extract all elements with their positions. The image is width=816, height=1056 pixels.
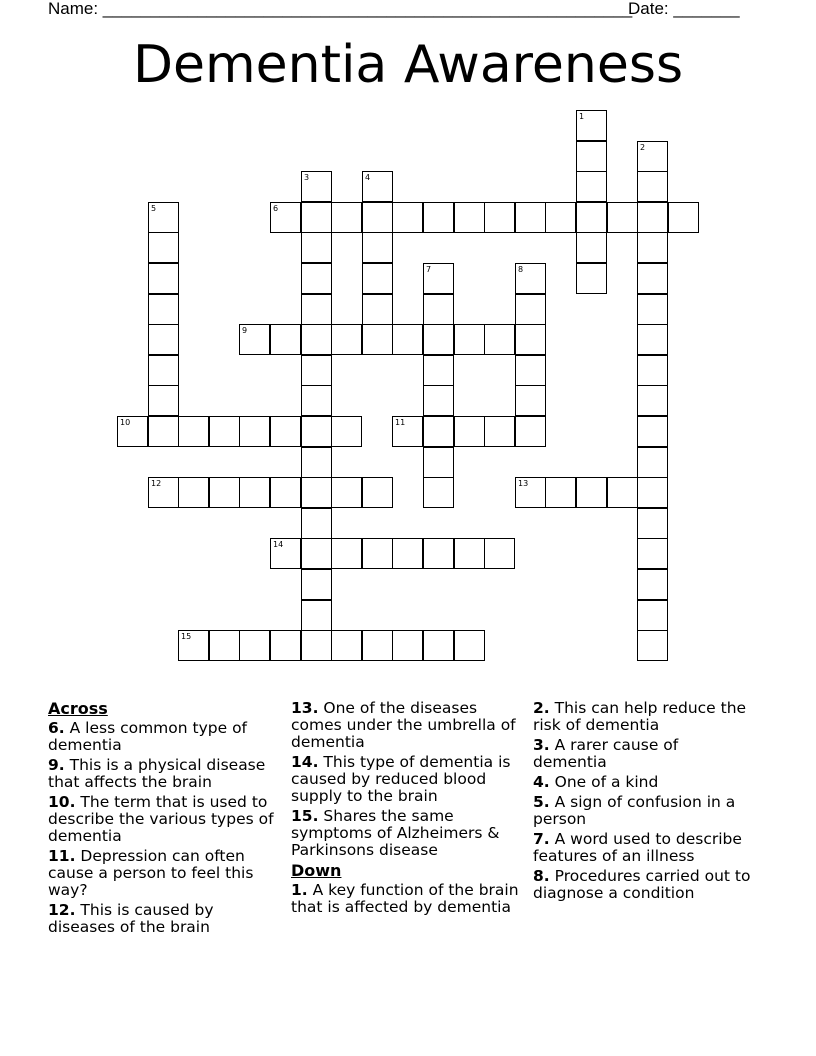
clue-text: Procedures carried out to diagnose a condition (533, 867, 751, 902)
grid-cell[interactable] (362, 202, 393, 233)
grid-cell[interactable] (423, 385, 454, 416)
grid-cell[interactable] (576, 141, 607, 172)
clue-down-7 (533, 831, 755, 865)
grid-cell[interactable] (637, 569, 668, 600)
clue-across-10 (48, 794, 284, 845)
grid-cell[interactable] (454, 324, 485, 355)
clue-down-3 (533, 737, 755, 771)
grid-cell[interactable] (362, 538, 393, 569)
clue-number: 12. (48, 901, 76, 919)
grid-cell[interactable] (270, 538, 301, 569)
grid-cell[interactable] (301, 355, 332, 386)
grid-cell[interactable] (484, 416, 515, 447)
clue-across-11 (48, 848, 284, 899)
grid-cell[interactable] (331, 477, 362, 508)
grid-cell[interactable] (423, 202, 454, 233)
clue-down-2 (533, 700, 755, 734)
grid-cell[interactable] (331, 416, 362, 447)
grid-cell[interactable] (423, 477, 454, 508)
down-heading: Down (291, 861, 342, 880)
grid-cell[interactable] (331, 630, 362, 661)
clue-number: 1. (291, 881, 308, 899)
grid-cell[interactable] (178, 416, 209, 447)
grid-cell[interactable] (607, 202, 638, 233)
cell-number: 9 (242, 326, 248, 335)
grid-cell[interactable] (301, 508, 332, 539)
grid-cell[interactable] (637, 508, 668, 539)
cell-number: 7 (426, 265, 432, 274)
grid-cell[interactable] (423, 355, 454, 386)
grid-cell[interactable] (515, 355, 546, 386)
cell-number: 15 (181, 632, 192, 641)
clue-text: This type of dementia is caused by reduced blood supply to the brain (291, 753, 511, 805)
grid-cell[interactable] (545, 477, 576, 508)
grid-cell[interactable] (362, 324, 393, 355)
clue-text: Depression can often cause a person to feel this way? (48, 847, 254, 899)
grid-cell[interactable] (239, 477, 270, 508)
grid-cell[interactable] (637, 600, 668, 631)
cell-number: 10 (120, 418, 131, 427)
clue-across-13 (291, 700, 527, 751)
clue-text: This is caused by diseases of the brain (48, 901, 214, 936)
grid-cell[interactable] (301, 171, 332, 202)
grid-cell[interactable] (362, 263, 393, 294)
cell-number: 2 (640, 143, 646, 152)
clue-number: 3. (533, 736, 550, 754)
grid-cell[interactable] (454, 538, 485, 569)
grid-cell[interactable] (148, 416, 179, 447)
cell-number: 5 (151, 204, 157, 213)
grid-cell[interactable] (148, 477, 179, 508)
clue-text: This is a physical disease that affects the brain (48, 756, 266, 791)
grid-cell[interactable] (423, 630, 454, 661)
grid-cell[interactable] (423, 416, 454, 447)
grid-cell[interactable] (637, 447, 668, 478)
grid-cell[interactable] (331, 538, 362, 569)
grid-cell[interactable] (392, 202, 423, 233)
grid-cell[interactable] (392, 630, 423, 661)
grid-cell[interactable] (637, 171, 668, 202)
grid-cell[interactable] (637, 202, 668, 233)
grid-cell[interactable] (117, 416, 148, 447)
clues-column-2 (291, 700, 527, 919)
grid-cell[interactable] (148, 355, 179, 386)
grid-cell[interactable] (668, 202, 699, 233)
grid-cell[interactable] (392, 416, 423, 447)
grid-cell[interactable] (423, 538, 454, 569)
grid-cell[interactable] (392, 538, 423, 569)
cell-number: 6 (273, 204, 279, 213)
grid-cell[interactable] (270, 416, 301, 447)
grid-cell[interactable] (148, 263, 179, 294)
grid-cell[interactable] (423, 324, 454, 355)
clue-text: A key function of the brain that is affected by dementia (291, 881, 519, 916)
clue-down-1 (291, 882, 527, 916)
clue-across-14 (291, 754, 527, 805)
grid-cell[interactable] (178, 630, 209, 661)
grid-cell[interactable] (515, 202, 546, 233)
grid-cell[interactable] (515, 324, 546, 355)
grid-cell[interactable] (239, 416, 270, 447)
grid-cell[interactable] (301, 232, 332, 263)
clue-number: 2. (533, 699, 550, 717)
grid-cell[interactable] (576, 232, 607, 263)
grid-cell[interactable] (301, 600, 332, 631)
grid-cell[interactable] (454, 630, 485, 661)
grid-cell[interactable] (637, 355, 668, 386)
clue-number: 8. (533, 867, 550, 885)
cell-number: 1 (579, 112, 585, 121)
grid-cell[interactable] (301, 324, 332, 355)
worksheet-header (48, 0, 748, 20)
grid-cell[interactable] (637, 416, 668, 447)
clue-text: A sign of confusion in a person (533, 793, 736, 828)
grid-cell[interactable] (362, 171, 393, 202)
grid-cell[interactable] (576, 477, 607, 508)
clue-text: One of the diseases comes under the umbrella of dementia (291, 699, 516, 751)
clue-across-12 (48, 902, 284, 936)
clue-text: One of a kind (554, 773, 659, 791)
grid-cell[interactable] (607, 477, 638, 508)
grid-cell[interactable] (515, 477, 546, 508)
grid-cell[interactable] (270, 477, 301, 508)
grid-cell[interactable] (301, 447, 332, 478)
clue-text: A rarer cause of dementia (533, 736, 679, 771)
clue-number: 5. (533, 793, 550, 811)
grid-cell[interactable] (301, 538, 332, 569)
cell-number: 4 (365, 173, 371, 182)
clue-across-9 (48, 757, 284, 791)
grid-cell[interactable] (301, 477, 332, 508)
clue-number: 10. (48, 793, 76, 811)
grid-cell[interactable] (239, 630, 270, 661)
clue-number: 11. (48, 847, 76, 865)
grid-cell[interactable] (331, 202, 362, 233)
cell-number: 13 (518, 479, 529, 488)
grid-cell[interactable] (148, 385, 179, 416)
grid-cell[interactable] (637, 385, 668, 416)
clue-text: This can help reduce the risk of dementia (533, 699, 747, 734)
clues-column-3 (533, 700, 755, 905)
grid-cell[interactable] (515, 263, 546, 294)
grid-cell[interactable] (576, 263, 607, 294)
clue-text: A word used to describe features of an illness (533, 830, 742, 865)
cell-number: 14 (273, 540, 284, 549)
grid-cell[interactable] (484, 324, 515, 355)
grid-cell[interactable] (148, 294, 179, 325)
grid-cell[interactable] (270, 630, 301, 661)
grid-cell[interactable] (148, 202, 179, 233)
grid-cell[interactable] (209, 630, 240, 661)
grid-cell[interactable] (576, 110, 607, 141)
grid-cell[interactable] (637, 141, 668, 172)
grid-cell[interactable] (270, 202, 301, 233)
grid-cell[interactable] (301, 569, 332, 600)
cell-number: 12 (151, 479, 162, 488)
clue-number: 15. (291, 807, 319, 825)
grid-cell[interactable] (301, 385, 332, 416)
grid-cell[interactable] (484, 202, 515, 233)
grid-cell[interactable] (637, 538, 668, 569)
grid-cell[interactable] (637, 477, 668, 508)
grid-cell[interactable] (454, 202, 485, 233)
grid-cell[interactable] (637, 324, 668, 355)
cell-number: 3 (304, 173, 310, 182)
grid-cell[interactable] (423, 294, 454, 325)
puzzle-title: Dementia Awareness (132, 35, 684, 95)
clue-down-5 (533, 794, 755, 828)
clue-number: 13. (291, 699, 319, 717)
grid-cell[interactable] (178, 477, 209, 508)
grid-cell[interactable] (362, 630, 393, 661)
clue-text: Shares the same symptoms of Alzheimers & Parkinsons disease (291, 807, 500, 859)
grid-cell[interactable] (301, 263, 332, 294)
grid-cell[interactable] (301, 416, 332, 447)
grid-cell[interactable] (362, 477, 393, 508)
grid-cell[interactable] (239, 324, 270, 355)
grid-cell[interactable] (362, 294, 393, 325)
grid-cell[interactable] (148, 324, 179, 355)
grid-cell[interactable] (515, 385, 546, 416)
grid-cell[interactable] (209, 477, 240, 508)
cell-number: 8 (518, 265, 524, 274)
grid-cell[interactable] (301, 202, 332, 233)
grid-cell[interactable] (331, 324, 362, 355)
grid-cell[interactable] (362, 232, 393, 263)
clue-across-6 (48, 720, 284, 754)
grid-cell[interactable] (484, 538, 515, 569)
clue-number: 6. (48, 719, 65, 737)
grid-cell[interactable] (637, 232, 668, 263)
grid-cell[interactable] (637, 630, 668, 661)
grid-cell[interactable] (301, 630, 332, 661)
clue-down-8 (533, 868, 755, 902)
grid-cell[interactable] (392, 324, 423, 355)
clues-column-1 (48, 700, 284, 939)
grid-cell[interactable] (515, 416, 546, 447)
grid-cell[interactable] (423, 447, 454, 478)
grid-cell[interactable] (637, 294, 668, 325)
grid-cell[interactable] (576, 202, 607, 233)
grid-cell[interactable] (209, 416, 240, 447)
grid-cell[interactable] (576, 171, 607, 202)
clue-text: A less common type of dementia (48, 719, 248, 754)
clue-text: The term that is used to describe the various types of dementia (48, 793, 274, 845)
grid-cell[interactable] (270, 324, 301, 355)
clue-number: 4. (533, 773, 550, 791)
date-field[interactable]: Date: _______ (628, 0, 740, 18)
clue-number: 7. (533, 830, 550, 848)
grid-cell[interactable] (423, 263, 454, 294)
cell-number: 11 (395, 418, 406, 427)
clue-down-4 (533, 774, 755, 791)
grid-cell[interactable] (545, 202, 576, 233)
grid-cell[interactable] (637, 263, 668, 294)
clue-across-15 (291, 808, 527, 859)
grid-cell[interactable] (148, 232, 179, 263)
clue-number: 9. (48, 756, 65, 774)
grid-cell[interactable] (515, 294, 546, 325)
grid-cell[interactable] (301, 294, 332, 325)
name-field[interactable]: Name: ________________________________________________________ (48, 0, 633, 18)
clue-number: 14. (291, 753, 319, 771)
grid-cell[interactable] (454, 416, 485, 447)
across-heading: Across (48, 699, 108, 718)
